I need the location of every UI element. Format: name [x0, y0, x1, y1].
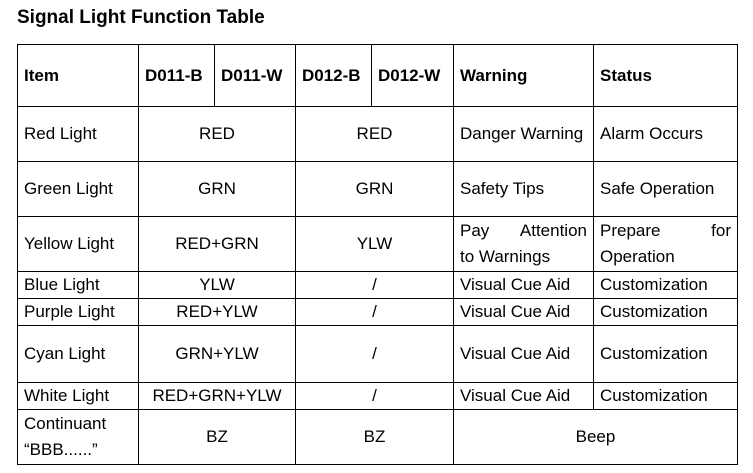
header-item: Item: [18, 45, 139, 107]
status-word-prepare: Prepare: [600, 221, 661, 240]
table-row: [18, 326, 738, 383]
table-row: [18, 217, 738, 272]
header-d012-w: D012-W: [372, 45, 454, 107]
table-row: [18, 272, 738, 299]
cell-warning: Visual Cue Aid: [454, 326, 594, 383]
cell-warning-status: Beep: [454, 410, 738, 465]
warning-word-attention: Attention: [519, 221, 587, 240]
cell-d012: YLW: [296, 217, 454, 272]
cell-item: White Light: [18, 383, 139, 410]
cell-status: Customization: [594, 299, 738, 326]
warning-line-1: [460, 218, 587, 244]
signal-light-function-table: [17, 44, 738, 465]
status-line-1: [600, 218, 731, 244]
cell-warning: Visual Cue Aid: [454, 299, 594, 326]
page-title: Signal Light Function Table: [17, 7, 265, 28]
cell-status: Alarm Occurs: [594, 107, 738, 162]
table-row: [18, 383, 738, 410]
cell-item: Red Light: [18, 107, 139, 162]
warning-word-pay: Pay: [460, 221, 490, 240]
cell-d011: GRN: [139, 162, 296, 217]
cell-status: [594, 217, 738, 272]
table-header-row: [18, 45, 738, 107]
cell-warning: Danger Warning: [454, 107, 594, 162]
cell-d011: YLW: [139, 272, 296, 299]
cell-item: Blue Light: [18, 272, 139, 299]
table-row: [18, 299, 738, 326]
table-row: [18, 410, 738, 465]
cell-warning: Visual Cue Aid: [454, 383, 594, 410]
cell-d011: BZ: [139, 410, 296, 465]
cell-d012: BZ: [296, 410, 454, 465]
status-line-2: Operation: [600, 247, 675, 266]
header-warning: Warning: [454, 45, 594, 107]
cell-d011: RED+GRN+YLW: [139, 383, 296, 410]
header-d011-b: D011-B: [139, 45, 215, 107]
cell-status: Customization: [594, 326, 738, 383]
table-row: [18, 162, 738, 217]
cell-d012: /: [296, 326, 454, 383]
cell-item: Purple Light: [18, 299, 139, 326]
cell-d012: GRN: [296, 162, 454, 217]
cell-item: Continuant “BBB......”: [18, 410, 139, 465]
cell-d012: RED: [296, 107, 454, 162]
header-d012-b: D012-B: [296, 45, 372, 107]
cell-d011: GRN+YLW: [139, 326, 296, 383]
cell-d012: /: [296, 272, 454, 299]
cell-status: Customization: [594, 383, 738, 410]
cell-warning: Safety Tips: [454, 162, 594, 217]
warning-line-2: to Warnings: [460, 247, 551, 266]
cell-item: Cyan Light: [18, 326, 139, 383]
cell-d011: RED+GRN: [139, 217, 296, 272]
cell-status: Safe Operation: [594, 162, 738, 217]
cell-d011: RED+YLW: [139, 299, 296, 326]
cell-d012: /: [296, 383, 454, 410]
cell-status: Customization: [594, 272, 738, 299]
cell-d012: /: [296, 299, 454, 326]
cell-item: Green Light: [18, 162, 139, 217]
header-status: Status: [594, 45, 738, 107]
table-row: [18, 107, 738, 162]
cell-warning: [454, 217, 594, 272]
cell-item: Yellow Light: [18, 217, 139, 272]
cell-d011: RED: [139, 107, 296, 162]
status-word-for: for: [711, 221, 731, 240]
header-d011-w: D011-W: [215, 45, 296, 107]
cell-warning: Visual Cue Aid: [454, 272, 594, 299]
